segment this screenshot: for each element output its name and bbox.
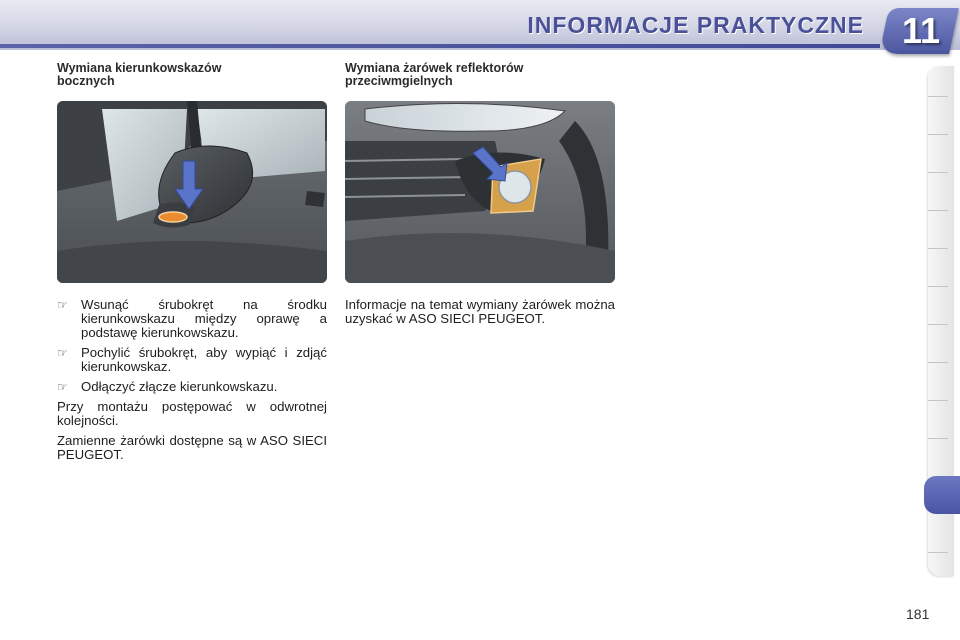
- left-section-heading: [57, 62, 327, 92]
- section-title-line: przeciwmgielnych: [345, 74, 453, 88]
- side-mirror-indicator-illustration: [57, 101, 327, 283]
- instruction-step: [57, 346, 327, 374]
- left-instructions: [57, 298, 327, 468]
- page-number: 181: [906, 606, 930, 622]
- tab-divider: [928, 134, 948, 135]
- chapter-number: 11: [901, 10, 941, 51]
- header-rule: [0, 44, 880, 48]
- instruction-step: [57, 380, 327, 394]
- instruction-text: Odłączyć złącze kierunkowskazu.: [81, 379, 278, 394]
- tab-divider: [928, 324, 948, 325]
- chapter-title: INFORMACJE PRAKTYCZNE: [527, 12, 864, 38]
- active-chapter-tab[interactable]: [924, 476, 960, 514]
- tab-divider: [928, 438, 948, 439]
- instruction-text: Wsunąć śrubokręt na środku kierunkowskazu między oprawę a podstawę kierunkowskazu.: [81, 297, 327, 340]
- hand-pointer-icon: ☞: [57, 298, 68, 312]
- tab-divider: [928, 172, 948, 173]
- fog-lamp-figure: [345, 101, 615, 283]
- tab-divider: [928, 286, 948, 287]
- section-title-line: Wymiana kierunkowskazów: [57, 61, 222, 75]
- section-title-line: bocznych: [57, 74, 115, 88]
- instruction-step: [57, 298, 327, 340]
- tab-divider: [928, 400, 948, 401]
- hand-pointer-icon: ☞: [57, 346, 68, 360]
- section-title-line: Wymiana żarówek reflektorów: [345, 61, 524, 75]
- fog-lamp-note: Informacje na temat wymiany żarówek można uzyskać w ASO SIECI PEUGEOT.: [345, 297, 615, 326]
- instruction-text: Pochylić śrubokręt, aby wypiąć i zdjąć kierunkowskaz.: [81, 345, 327, 374]
- tab-divider: [928, 248, 948, 249]
- tab-divider: [928, 210, 948, 211]
- tab-divider: [928, 362, 948, 363]
- assembly-note: Przy montażu postępować w odwrotnej kolejności.: [57, 399, 327, 428]
- side-mirror-figure: [57, 101, 327, 283]
- tab-divider: [928, 96, 948, 97]
- right-section-heading: [345, 62, 615, 92]
- front-fog-lamp-illustration: [345, 101, 615, 283]
- tab-divider: [928, 552, 948, 553]
- spare-parts-note: Zamienne żarówki dostępne są w ASO SIECI PEUGEOT.: [57, 433, 327, 462]
- hand-pointer-icon: ☞: [57, 380, 68, 394]
